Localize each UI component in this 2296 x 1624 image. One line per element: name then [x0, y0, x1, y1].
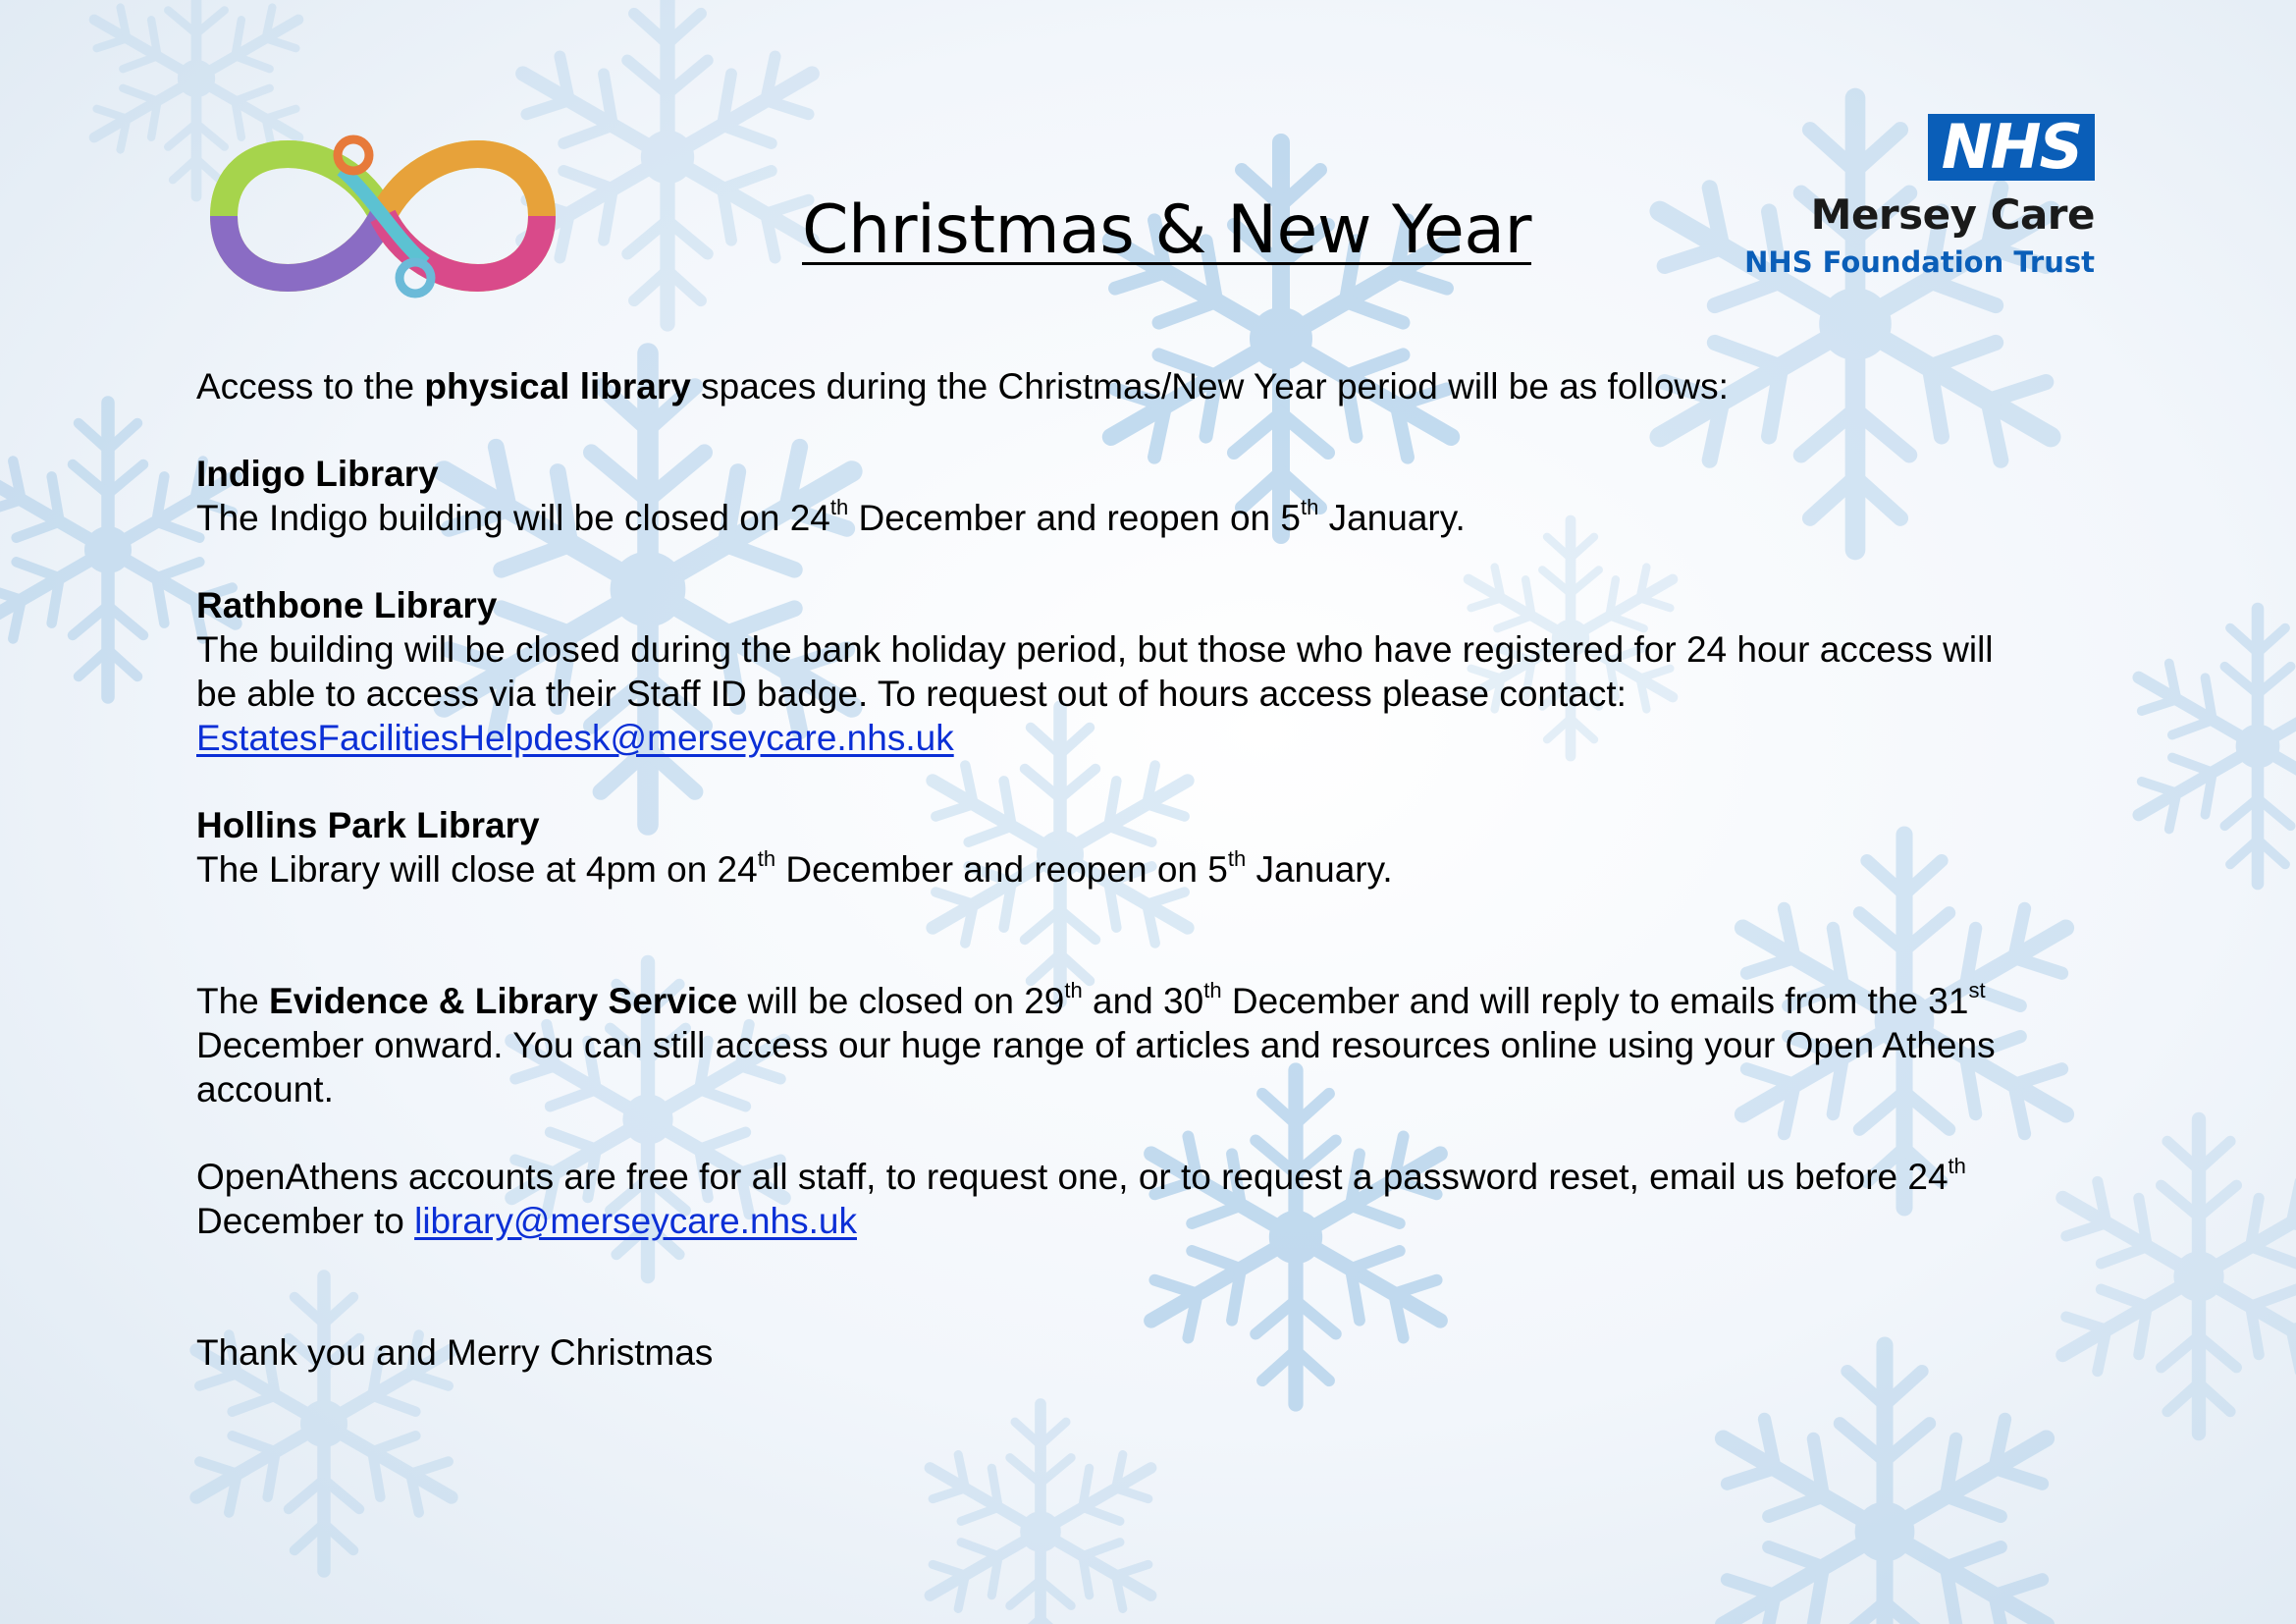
nhs-org-name: Mersey Care	[1810, 190, 2095, 239]
openathens-line2: December to library@merseycare.nhs.uk	[196, 1201, 857, 1241]
intro-paragraph: Access to the physical library spaces during the Christmas/New Year period will be as follows:	[196, 366, 1729, 406]
hollins-text: The Library will close at 4pm on 24th December and reopen on 5th January.	[196, 846, 1393, 890]
nhs-logo	[1744, 111, 2095, 286]
nhs-trust-name: NHS Foundation Trust	[1744, 245, 2095, 279]
estates-email-link[interactable]: EstatesFacilitiesHelpdesk@merseycare.nhs.uk	[196, 718, 954, 758]
rathbone-heading: Rathbone Library	[196, 585, 498, 625]
hollins-heading: Hollins Park Library	[196, 805, 540, 845]
library-email-link[interactable]: library@merseycare.nhs.uk	[414, 1201, 857, 1241]
rathbone-text-line2: be able to access via their Staff ID badge. To request out of hours access please contact:	[196, 674, 1627, 714]
evidence-line3: account.	[196, 1069, 334, 1110]
indigo-heading: Indigo Library	[196, 454, 439, 494]
evidence-line2: December onward. You can still access our huge range of articles and resources online using your Open Athens	[196, 1025, 1996, 1065]
infinity-loop-logo-icon	[194, 116, 572, 317]
rathbone-text-line1: The building will be closed during the bank holiday period, but those who have registered for 24 hour access will	[196, 629, 1994, 670]
openathens-line1: OpenAthens accounts are free for all staff, to request one, or to request a password reset, email us before 24th	[196, 1154, 1966, 1197]
page-title: Christmas & New Year	[802, 191, 1532, 269]
rathbone-email-row	[196, 716, 2101, 760]
nhs-badge: NHS	[1928, 114, 2095, 181]
closing-text: Thank you and Merry Christmas	[196, 1332, 714, 1373]
indigo-text: The Indigo building will be closed on 24th December and reopen on 5th January.	[196, 495, 1466, 538]
evidence-line1: The Evidence & Library Service will be closed on 29th and 30th December and will reply to emails from the 31st	[196, 978, 1986, 1021]
